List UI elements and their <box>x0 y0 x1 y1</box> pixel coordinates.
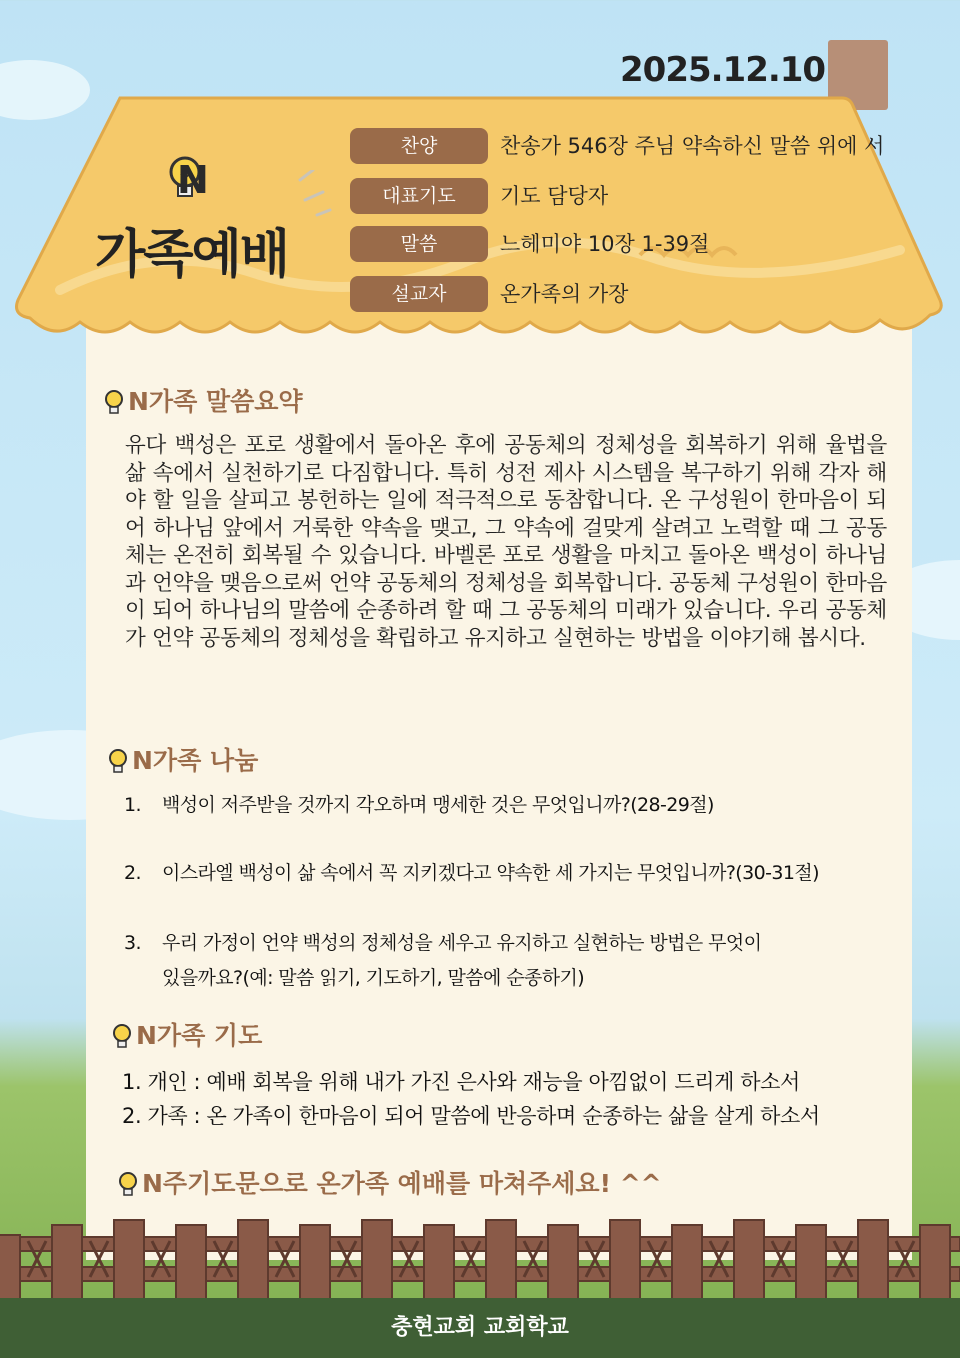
prayer-item: 1. 개인 : 예배 회복을 위해 내가 가진 은사와 재능을 아낌없이 드리게 하소서 <box>122 1070 800 1094</box>
lightbulb-icon <box>108 749 128 775</box>
prayer-item: 2. 가족 : 온 가족이 한마음이 되어 말씀에 반응하며 순종하는 삶을 살게 하소서 <box>122 1104 820 1128</box>
sparkle-icon <box>295 170 335 220</box>
summary-heading: N가족 말씀요약 <box>104 382 303 418</box>
info-row-preacher <box>350 276 950 314</box>
info-row-scripture <box>350 226 950 264</box>
question-item: 2. 이스라엘 백성이 삶 속에서 꼭 지키겠다고 약속한 세 가지는 무엇입니까?(30-31절) <box>124 862 819 884</box>
summary-text: 유다 백성은 포로 생활에서 돌아온 후에 공동체의 정체성을 회복하기 위해 율법을 삶 속에서 실천하기로 다짐합니다. 특히 성전 제사 시스템을 복구하기 위해 각자 해야 할 일을 살피고 봉헌하는 일에 적극적으로 동참합니다. 온 구성원이 한마음이 되어 하나님 앞에서 거룩한 약속을 맺고, 그 약속에 걸맞게 살려고 노력할 때 그 공동체는 온전히 회복될 수 있습니다. 바벨론 포로 생활을 마치고 돌아온 백성이 하나님과 언약을 맺음으로써 언약 공동체의 정체성을 회복합니다. 공동체 구성원이 한마음이 되어 하나님의 말씀에 순종하려 할 때 그 공동체의 미래가 있습니다. 우리 공동체가 언약 공동체의 정체성을 확립하고 유지하고 실현하는 방법을 이야기해 봅시다. <box>125 433 887 651</box>
info-row-prayer-leader <box>350 178 950 216</box>
question-item: 3. 우리 가정이 언약 백성의 정체성을 세우고 유지하고 실현하는 방법은 무엇이 있을까요?(예: 말씀 읽기, 기도하기, 말씀에 순종하기) <box>124 932 762 989</box>
logo-on-text: N <box>177 158 209 202</box>
prayer-heading: N가족 기도 <box>112 1016 262 1052</box>
info-label: 찬양 <box>350 128 488 164</box>
info-value: 찬송가 546장 주님 약속하신 말씀 위에 서 <box>500 134 885 158</box>
info-label: 설교자 <box>350 276 488 312</box>
lightbulb-icon <box>104 390 124 416</box>
lightbulb-icon <box>118 1172 138 1198</box>
fence-decoration <box>0 1215 960 1300</box>
closing-message: N주기도문으로 온가족 예배를 마쳐주세요! ^^ <box>118 1164 662 1200</box>
sharing-heading: N가족 나눔 <box>108 741 258 777</box>
page-title: 가족예배 <box>95 225 288 285</box>
info-value: 느헤미야 10장 1-39절 <box>500 232 710 256</box>
info-label: 대표기도 <box>350 178 488 214</box>
lightbulb-icon <box>112 1024 132 1050</box>
footer: 충현교회 교회학교 <box>0 1298 960 1358</box>
info-value: 온가족의 가장 <box>500 282 629 306</box>
info-value: 기도 담당자 <box>500 184 609 208</box>
date: 2025.12.10 <box>620 50 826 90</box>
info-row-hymn <box>350 128 950 166</box>
question-item: 1. 백성이 저주받을 것까지 각오하며 맹세한 것은 무엇입니까?(28-29절) <box>124 794 714 816</box>
info-label: 말씀 <box>350 226 488 262</box>
logo <box>95 150 325 290</box>
